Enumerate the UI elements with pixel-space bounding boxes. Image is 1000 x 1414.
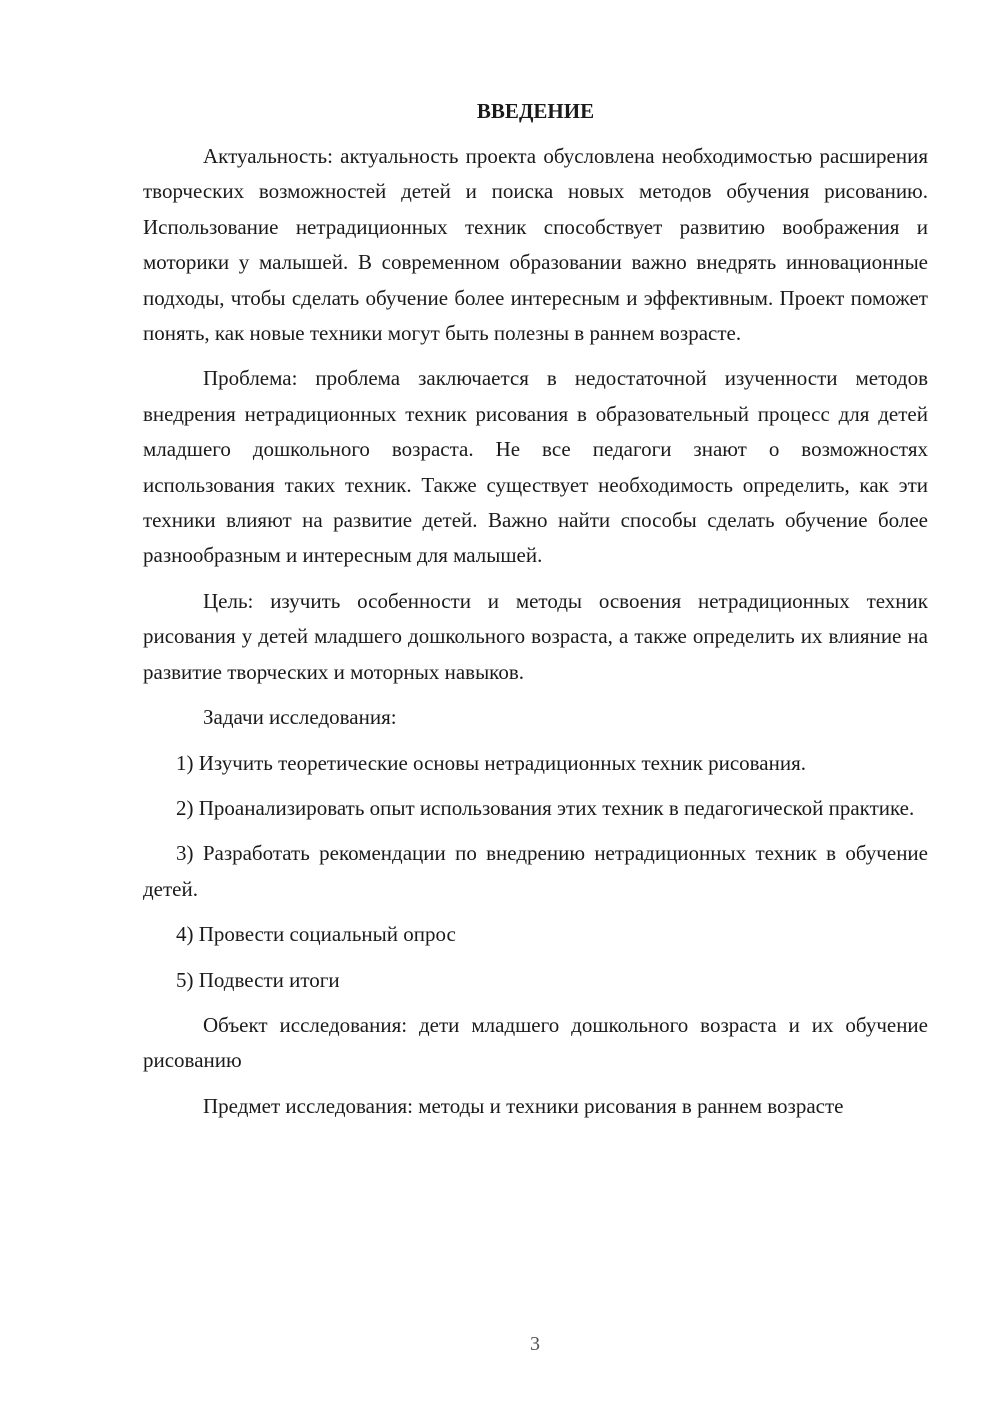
relevance-paragraph: Актуальность: актуальность проекта обусловлена необходимостью расширения творческих возможностей детей и поиска новых методов обучения рисованию. Использование нетрадиционных техник способствует развитию воображения и моторики у малышей. В современном образовании важно внедрять инновационные подходы, чтобы сделать обучение более интересным и эффективным. Проект поможет понять, как новые техники могут быть полезны в раннем возрасте.	[143, 144, 928, 346]
problem-paragraph: Проблема: проблема заключается в недостаточной изученности методов внедрения нетрадиционных техник рисования в образовательный процесс для детей младшего дошкольного возраста. Не все педагоги знают о возможностях использования таких техник. Также существует необходимость определить, как эти техники влияют на развитие детей. Важно найти способы сделать обучение более разнообразным и интересным для малышей.	[143, 366, 928, 568]
goal-paragraph: Цель: изучить особенности и методы освоения нетрадиционных техник рисования у детей младшего дошкольного возраста, а также определить их влияние на развитие творческих и моторных навыков.	[143, 588, 928, 684]
task-item-3: 3) Разработать рекомендации по внедрению нетрадиционных техник в обучение детей.	[143, 841, 928, 901]
subject-paragraph: Предмет исследования: методы и техники рисования в раннем возрасте	[203, 1093, 844, 1118]
object-paragraph: Объект исследования: дети младшего дошкольного возраста и их обучение рисованию	[143, 1012, 928, 1073]
page-number: 3	[530, 1333, 540, 1355]
task-item-5: 5) Подвести итоги	[176, 967, 340, 992]
document-page	[143, 95, 928, 1134]
tasks-heading: Задачи исследования:	[203, 705, 397, 730]
task-item-2: 2) Проанализировать опыт использования этих техник в педагогической практике.	[176, 795, 915, 820]
task-item-1: 1) Изучить теоретические основы нетрадиционных техник рисования.	[176, 750, 806, 775]
task-item-4: 4) Провести социальный опрос	[176, 922, 456, 947]
page-title: ВВЕДЕНИЕ	[476, 99, 595, 123]
